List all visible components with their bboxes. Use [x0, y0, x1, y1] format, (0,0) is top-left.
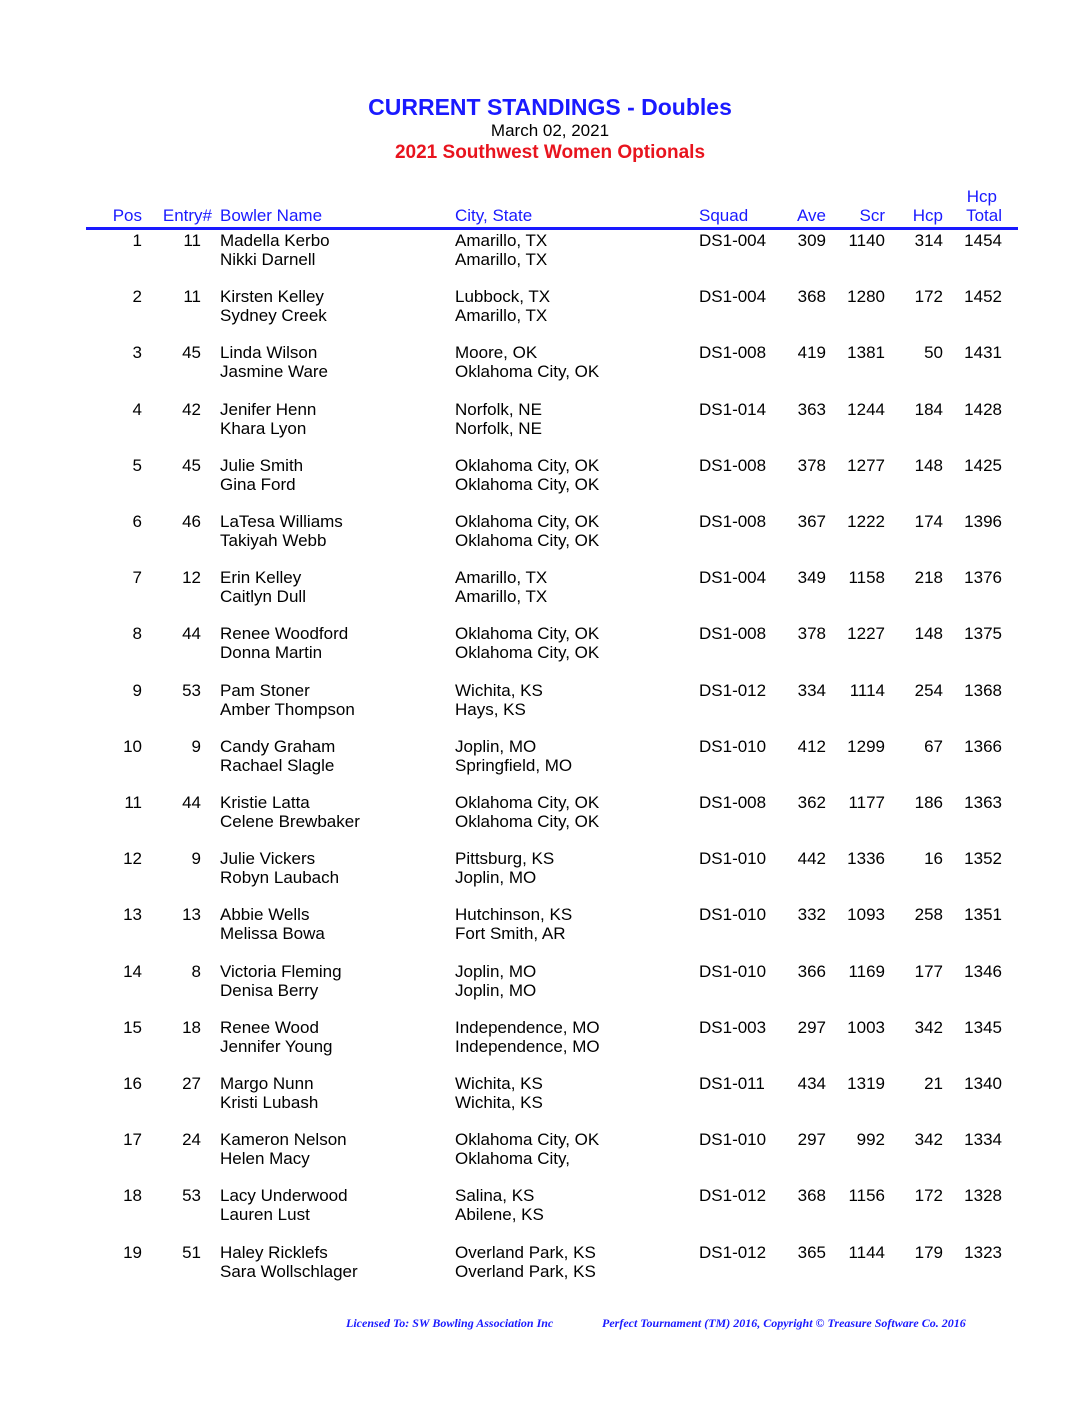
partner-city-state: Amarillo, TX: [455, 250, 548, 269]
partner-city-state: Oklahoma City, OK: [455, 474, 600, 494]
bowler-name: Erin Kelley: [220, 568, 302, 588]
hcp-cell: 314: [914, 231, 943, 250]
header-squad: Squad: [699, 206, 749, 225]
partner-name: Lauren Lust: [220, 1205, 310, 1225]
bowler-name: Linda Wilson: [220, 343, 318, 363]
partner-city-state: Oklahoma City, OK: [455, 362, 600, 382]
partner-name: Jennifer Young: [220, 1036, 333, 1056]
scr-cell: 1169: [848, 961, 885, 981]
pos-cell: 2: [132, 287, 142, 307]
ave-cell: 368: [797, 1186, 826, 1206]
total-cell: 1363: [964, 793, 1002, 812]
ave-cell: 442: [797, 849, 826, 869]
entry-cell: 24: [182, 1130, 201, 1150]
bowler-name: Julie Vickers: [220, 849, 316, 869]
ave-cell: 434: [797, 1074, 826, 1093]
city-state: Joplin, MO: [455, 961, 537, 981]
city-state: Oklahoma City, OK: [455, 793, 600, 812]
partner-name: Robyn Laubach: [220, 868, 340, 888]
partner-city-state: Amarillo, TX: [455, 306, 548, 326]
partner-name: Nikki Darnell: [220, 250, 316, 269]
city-state: Oklahoma City, OK: [455, 624, 600, 644]
city-state: Lubbock, TX: [455, 287, 551, 307]
hcp-cell: 186: [914, 793, 943, 812]
partner-city-state: Norfolk, NE: [455, 418, 542, 438]
table-row: [0, 793, 1088, 837]
pos-cell: 6: [132, 512, 142, 531]
entry-cell: 51: [182, 1242, 201, 1262]
scr-cell: 1299: [847, 736, 885, 756]
pos-cell: 11: [124, 793, 142, 812]
city-state: Salina, KS: [455, 1186, 535, 1206]
scr-cell: 1158: [848, 568, 885, 588]
ave-cell: 378: [797, 455, 826, 475]
table-row: [0, 905, 1088, 949]
squad-cell: DS1-004: [699, 231, 767, 250]
squad-cell: DS1-003: [699, 1017, 767, 1037]
total-cell: 1454: [964, 231, 1002, 250]
pos-cell: 13: [123, 905, 142, 925]
partner-name: Gina Ford: [220, 474, 296, 494]
total-cell: 1334: [964, 1130, 1002, 1150]
partner-name: Donna Martin: [220, 643, 323, 663]
scr-cell: 1156: [848, 1186, 885, 1206]
scr-cell: 1277: [847, 455, 885, 475]
partner-name: Helen Macy: [220, 1149, 310, 1169]
squad-cell: DS1-008: [699, 512, 767, 531]
squad-cell: DS1-014: [699, 399, 767, 419]
partner-name: Sara Wollschlager: [220, 1261, 358, 1281]
partner-name: Rachael Slagle: [220, 755, 335, 775]
table-row: [0, 1130, 1088, 1174]
scr-cell: 1114: [849, 680, 885, 700]
header-scr: Scr: [859, 206, 885, 225]
table-row: [0, 456, 1088, 500]
ave-cell: 332: [797, 905, 826, 925]
entry-cell: 13: [182, 905, 201, 925]
hcp-cell: 67: [924, 736, 943, 756]
entry-cell: 45: [182, 343, 201, 363]
partner-name: Sydney Creek: [220, 306, 327, 326]
report-date: March 02, 2021: [490, 121, 610, 140]
ave-cell: 412: [797, 736, 826, 756]
partner-city-state: Oklahoma City, OK: [455, 531, 600, 550]
entry-cell: 8: [191, 961, 201, 981]
bowler-name: Renee Woodford: [220, 624, 349, 644]
scr-cell: 1003: [847, 1017, 885, 1037]
entry-cell: 45: [182, 455, 201, 475]
partner-city-state: Hays, KS: [455, 699, 526, 719]
pos-cell: 18: [123, 1186, 142, 1206]
ave-cell: 378: [797, 624, 826, 644]
total-cell: 1351: [964, 905, 1002, 925]
partner-name: Jasmine Ware: [220, 362, 329, 382]
scr-cell: 1227: [847, 624, 885, 644]
partner-city-state: Joplin, MO: [455, 980, 537, 1000]
bowler-name: Candy Graham: [220, 736, 336, 756]
pos-cell: 8: [132, 624, 142, 644]
partner-name: Amber Thompson: [220, 699, 355, 719]
hcp-cell: 184: [914, 399, 943, 419]
entry-cell: 44: [182, 624, 201, 644]
scr-cell: 1280: [847, 287, 885, 307]
city-state: Wichita, KS: [455, 680, 543, 700]
page-title: CURRENT STANDINGS - Doubles: [368, 94, 732, 120]
total-cell: 1345: [964, 1017, 1002, 1037]
ave-cell: 366: [797, 961, 826, 981]
header-divider: [86, 227, 1018, 230]
table-row: [0, 1074, 1088, 1118]
total-cell: 1452: [964, 287, 1002, 307]
pos-cell: 15: [123, 1017, 142, 1037]
hcp-cell: 148: [914, 455, 943, 475]
bowler-name: Abbie Wells: [220, 905, 310, 925]
table-row: [0, 231, 1088, 275]
bowler-name: Renee Wood: [220, 1017, 319, 1037]
partner-name: Takiyah Webb: [220, 531, 327, 550]
header-hcp-total-top: Hcp: [966, 187, 997, 206]
scr-cell: 992: [856, 1130, 885, 1150]
header-hcp-total-bottom: Total: [966, 206, 1002, 225]
partner-city-state: Amarillo, TX: [455, 587, 548, 607]
entry-cell: 27: [182, 1074, 201, 1093]
ave-cell: 363: [797, 399, 826, 419]
table-row: [0, 737, 1088, 781]
city-state: Moore, OK: [455, 343, 538, 363]
partner-city-state: Oklahoma City,: [455, 1149, 570, 1169]
footer-copyright: Perfect Tournament (TM) 2016, Copyright © Treasure Software Co. 2016: [602, 1316, 966, 1330]
table-row: [0, 287, 1088, 331]
squad-cell: DS1-010: [699, 736, 767, 756]
pos-cell: 19: [123, 1242, 142, 1262]
bowler-name: Haley Ricklefs: [220, 1242, 328, 1262]
bowler-name: Kameron Nelson: [220, 1130, 347, 1150]
hcp-cell: 174: [914, 512, 943, 531]
entry-cell: 11: [183, 231, 201, 250]
partner-name: Caitlyn Dull: [220, 587, 306, 607]
hcp-cell: 254: [914, 680, 943, 700]
ave-cell: 368: [797, 287, 826, 307]
partner-city-state: Overland Park, KS: [455, 1261, 596, 1281]
table-row: [0, 849, 1088, 893]
pos-cell: 9: [132, 680, 142, 700]
entry-cell: 42: [182, 399, 201, 419]
table-row: [0, 343, 1088, 387]
ave-cell: 349: [797, 568, 826, 588]
bowler-name: Margo Nunn: [220, 1074, 314, 1093]
header-ave: Ave: [797, 206, 826, 225]
total-cell: 1346: [964, 961, 1002, 981]
hcp-cell: 172: [914, 1186, 943, 1206]
entry-cell: 9: [191, 849, 201, 869]
scr-cell: 1222: [847, 512, 885, 531]
scr-cell: 1144: [848, 1242, 885, 1262]
pos-cell: 3: [132, 343, 142, 363]
squad-cell: DS1-012: [699, 1186, 767, 1206]
pos-cell: 16: [123, 1074, 142, 1093]
bowler-name: Victoria Fleming: [220, 961, 342, 981]
scr-cell: 1244: [847, 399, 885, 419]
hcp-cell: 258: [914, 905, 943, 925]
partner-city-state: Springfield, MO: [455, 755, 573, 775]
city-state: Oklahoma City, OK: [455, 512, 600, 531]
entry-cell: 53: [182, 1186, 201, 1206]
table-row: [0, 962, 1088, 1006]
total-cell: 1368: [964, 680, 1002, 700]
hcp-cell: 148: [914, 624, 943, 644]
total-cell: 1352: [964, 849, 1002, 869]
pos-cell: 5: [132, 455, 142, 475]
partner-city-state: Wichita, KS: [455, 1093, 543, 1112]
entry-cell: 18: [182, 1017, 201, 1037]
ave-cell: 297: [797, 1130, 826, 1150]
entry-cell: 46: [182, 512, 201, 531]
pos-cell: 10: [123, 736, 142, 756]
table-row: [0, 1243, 1088, 1287]
ave-cell: 334: [797, 680, 826, 700]
table-row: [0, 568, 1088, 612]
scr-cell: 1319: [847, 1074, 885, 1093]
total-cell: 1366: [964, 736, 1002, 756]
entry-cell: 44: [182, 793, 201, 812]
pos-cell: 17: [123, 1130, 142, 1150]
pos-cell: 7: [132, 568, 142, 588]
bowler-name: Kristie Latta: [220, 793, 310, 812]
squad-cell: DS1-012: [699, 1242, 767, 1262]
partner-city-state: Independence, MO: [455, 1036, 600, 1056]
ave-cell: 297: [797, 1017, 826, 1037]
pos-cell: 14: [123, 961, 142, 981]
ave-cell: 365: [797, 1242, 826, 1262]
squad-cell: DS1-004: [699, 568, 767, 588]
entry-cell: 12: [182, 568, 201, 588]
ave-cell: 367: [797, 512, 826, 531]
hcp-cell: 342: [914, 1130, 943, 1150]
city-state: Wichita, KS: [455, 1074, 543, 1093]
city-state: Amarillo, TX: [455, 231, 548, 250]
squad-cell: DS1-010: [699, 961, 767, 981]
squad-cell: DS1-010: [699, 1130, 767, 1150]
entry-cell: 9: [191, 736, 201, 756]
hcp-cell: 172: [914, 287, 943, 307]
hcp-cell: 179: [914, 1242, 943, 1262]
hcp-cell: 218: [914, 568, 943, 588]
bowler-name: Kirsten Kelley: [220, 287, 324, 307]
table-row: [0, 400, 1088, 444]
table-row: [0, 681, 1088, 725]
pos-cell: 1: [132, 231, 142, 250]
ave-cell: 419: [797, 343, 826, 363]
partner-city-state: Fort Smith, AR: [455, 924, 566, 944]
squad-cell: DS1-010: [699, 905, 767, 925]
total-cell: 1376: [964, 568, 1002, 588]
ave-cell: 309: [797, 231, 826, 250]
scr-cell: 1093: [847, 905, 885, 925]
bowler-name: Pam Stoner: [220, 680, 310, 700]
partner-name: Celene Brewbaker: [220, 812, 360, 831]
hcp-cell: 50: [924, 343, 943, 363]
partner-city-state: Oklahoma City, OK: [455, 812, 600, 831]
total-cell: 1425: [964, 455, 1002, 475]
squad-cell: DS1-004: [699, 287, 767, 307]
squad-cell: DS1-008: [699, 793, 767, 812]
table-row: [0, 1186, 1088, 1230]
squad-cell: DS1-008: [699, 624, 767, 644]
bowler-name: Jenifer Henn: [220, 399, 317, 419]
total-cell: 1323: [964, 1242, 1002, 1262]
total-cell: 1431: [964, 343, 1002, 363]
tournament-name: 2021 Southwest Women Optionals: [394, 142, 706, 163]
entry-cell: 53: [182, 680, 201, 700]
partner-name: Kristi Lubash: [220, 1093, 319, 1112]
city-state: Overland Park, KS: [455, 1242, 596, 1262]
partner-city-state: Abilene, KS: [455, 1205, 544, 1225]
partner-name: Denisa Berry: [220, 980, 319, 1000]
city-state: Oklahoma City, OK: [455, 1130, 600, 1150]
city-state: Norfolk, NE: [455, 399, 542, 419]
partner-name: Khara Lyon: [220, 418, 307, 438]
pos-cell: 12: [123, 849, 142, 869]
total-cell: 1328: [964, 1186, 1002, 1206]
total-cell: 1340: [964, 1074, 1002, 1093]
scr-cell: 1381: [847, 343, 885, 363]
hcp-cell: 177: [914, 961, 943, 981]
partner-city-state: Joplin, MO: [455, 868, 537, 888]
squad-cell: DS1-008: [699, 343, 767, 363]
total-cell: 1396: [964, 512, 1002, 531]
header-city: City, State: [455, 206, 533, 225]
table-row: [0, 512, 1088, 556]
total-cell: 1375: [964, 624, 1002, 644]
pos-cell: 4: [132, 399, 142, 419]
city-state: Amarillo, TX: [455, 568, 548, 588]
city-state: Oklahoma City, OK: [455, 455, 600, 475]
city-state: Hutchinson, KS: [455, 905, 573, 925]
scr-cell: 1140: [848, 231, 885, 250]
hcp-cell: 16: [924, 849, 943, 869]
squad-cell: DS1-011: [699, 1074, 765, 1093]
bowler-name: Madella Kerbo: [220, 231, 330, 250]
partner-city-state: Oklahoma City, OK: [455, 643, 600, 663]
city-state: Independence, MO: [455, 1017, 600, 1037]
total-cell: 1428: [964, 399, 1002, 419]
header-bowler: Bowler Name: [220, 206, 323, 225]
partner-name: Melissa Bowa: [220, 924, 325, 944]
header-hcp: Hcp: [912, 206, 943, 225]
city-state: Pittsburg, KS: [455, 849, 555, 869]
header-entry: Entry#: [162, 206, 212, 225]
hcp-cell: 21: [924, 1074, 943, 1093]
bowler-name: LaTesa Williams: [220, 512, 343, 531]
entry-cell: 11: [183, 287, 201, 307]
scr-cell: 1177: [848, 793, 885, 812]
city-state: Joplin, MO: [455, 736, 537, 756]
header-pos: Pos: [112, 206, 142, 225]
scr-cell: 1336: [847, 849, 885, 869]
squad-cell: DS1-008: [699, 455, 767, 475]
hcp-cell: 342: [914, 1017, 943, 1037]
table-row: [0, 1018, 1088, 1062]
squad-cell: DS1-010: [699, 849, 767, 869]
bowler-name: Lacy Underwood: [220, 1186, 348, 1206]
table-row: [0, 624, 1088, 668]
squad-cell: DS1-012: [699, 680, 767, 700]
footer-licensed: Licensed To: SW Bowling Association Inc: [346, 1316, 554, 1330]
bowler-name: Julie Smith: [220, 455, 304, 475]
ave-cell: 362: [797, 793, 826, 812]
